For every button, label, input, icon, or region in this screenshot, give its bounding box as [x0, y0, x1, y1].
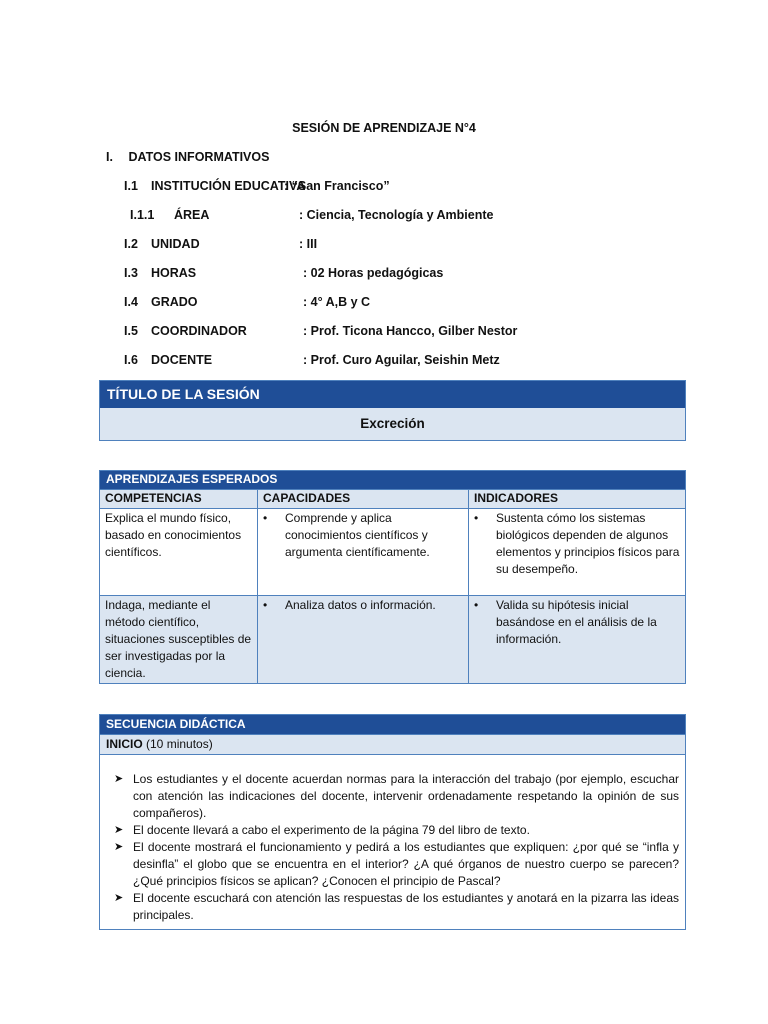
info-label: DOCENTE — [151, 353, 213, 367]
table-row — [100, 509, 686, 596]
info-number: I.3 — [124, 266, 138, 280]
bullet-icon: • — [263, 598, 268, 612]
document-title: SESIÓN DE APRENDIZAJE N°4 — [292, 121, 476, 135]
list-item — [114, 839, 679, 890]
info-label: ÁREA — [174, 208, 210, 222]
info-label: UNIDAD — [151, 237, 200, 251]
secuencia-heading: SECUENCIA DIDÁCTICA — [100, 715, 685, 734]
info-label: INSTITUCIÓN EDUCATIVA — [151, 179, 306, 193]
list-item — [114, 771, 679, 822]
capacidad-text: Comprende y aplica conocimientos científicos y argumenta científicamente. — [285, 511, 430, 559]
info-value: : Prof. Ticona Hancco, Gilber Nestor — [303, 324, 518, 338]
info-number: I.1.1 — [130, 208, 155, 222]
info-number: I.4 — [124, 295, 138, 309]
list-item — [114, 890, 679, 924]
section-number: I. — [106, 150, 113, 164]
indicador-cell — [469, 596, 686, 684]
info-label: HORAS — [151, 266, 197, 280]
secuencia-box — [99, 714, 686, 930]
bullet-icon: • — [474, 598, 479, 612]
column-header-indicadores: INDICADORES — [469, 490, 686, 509]
secuencia-list — [114, 771, 679, 924]
section-heading — [106, 150, 269, 164]
info-value: : “San Francisco” — [284, 179, 390, 193]
info-number: I.1 — [124, 179, 138, 193]
capacidad-text: Analiza datos o información. — [285, 598, 436, 612]
info-number: I.5 — [124, 324, 138, 338]
bullet-icon: • — [474, 511, 479, 525]
info-value: : III — [299, 237, 318, 251]
arrow-bullet-icon: ➤ — [114, 773, 124, 785]
info-number: I.2 — [124, 237, 138, 251]
list-item-text: El docente escuchará con atención las respuestas de los estudiantes y anotará en la pizarra las ideas principales. — [133, 891, 679, 922]
arrow-bullet-icon: ➤ — [114, 892, 124, 904]
list-item-text: El docente llevará a cabo el experimento de la página 79 del libro de texto. — [133, 823, 530, 837]
list-item — [114, 822, 679, 839]
list-item-text: El docente mostrará el funcionamiento y pedirá a los estudiantes que expliquen: ¿por qué se “infla y desinfla” el globo que se encuentra en el interior? ¿A qué órganos de nuestro cuerpo se parecen? ¿Qué principios físicos se aplican? ¿Conocen el principio de Pascal? — [133, 840, 679, 888]
table-row — [100, 596, 686, 684]
titulo-box — [99, 380, 686, 441]
info-value: : 4° A,B y C — [303, 295, 371, 309]
indicador-cell — [469, 509, 686, 596]
competencia-cell: Indaga, mediante el método científico, situaciones susceptibles de ser investigadas por la ciencia. — [100, 596, 258, 684]
info-value: : Ciencia, Tecnología y Ambiente — [299, 208, 494, 222]
aprendizajes-heading: APRENDIZAJES ESPERADOS — [100, 471, 686, 490]
aprendizajes-table — [99, 470, 686, 684]
competencia-cell: Explica el mundo físico, basado en conocimientos científicos. — [100, 509, 258, 596]
arrow-bullet-icon: ➤ — [114, 841, 124, 853]
section-label: DATOS INFORMATIVOS — [128, 150, 270, 164]
inicio-label: INICIO — [106, 737, 143, 751]
indicador-text: Sustenta cómo los sistemas biológicos dependen de algunos elementos y principios físicos para su desempeño. — [496, 511, 680, 576]
titulo-value: Excreción — [100, 408, 685, 440]
info-number: I.6 — [124, 353, 138, 367]
info-value: : Prof. Curo Aguilar, Seishin Metz — [303, 353, 500, 367]
arrow-bullet-icon: ➤ — [114, 824, 124, 836]
titulo-heading: TÍTULO DE LA SESIÓN — [100, 381, 685, 408]
capacidad-cell — [258, 509, 469, 596]
indicador-text: Valida su hipótesis inicial basándose en el análisis de la información. — [496, 598, 657, 646]
column-header-capacidades: CAPACIDADES — [258, 490, 469, 509]
list-item-text: Los estudiantes y el docente acuerdan normas para la interacción del trabajo (por ejemplo, escuchar con atención las indicaciones del docente, intervenir ordenadamente respetando la opinión de sus compañeros). — [133, 772, 679, 820]
info-value: : 02 Horas pedagógicas — [303, 266, 444, 280]
capacidad-cell — [258, 596, 469, 684]
inicio-time: (10 minutos) — [146, 737, 213, 751]
inicio-row — [100, 734, 685, 755]
info-label: GRADO — [151, 295, 198, 309]
bullet-icon: • — [263, 511, 268, 525]
column-header-competencias: COMPETENCIAS — [100, 490, 258, 509]
info-label: COORDINADOR — [151, 324, 247, 338]
